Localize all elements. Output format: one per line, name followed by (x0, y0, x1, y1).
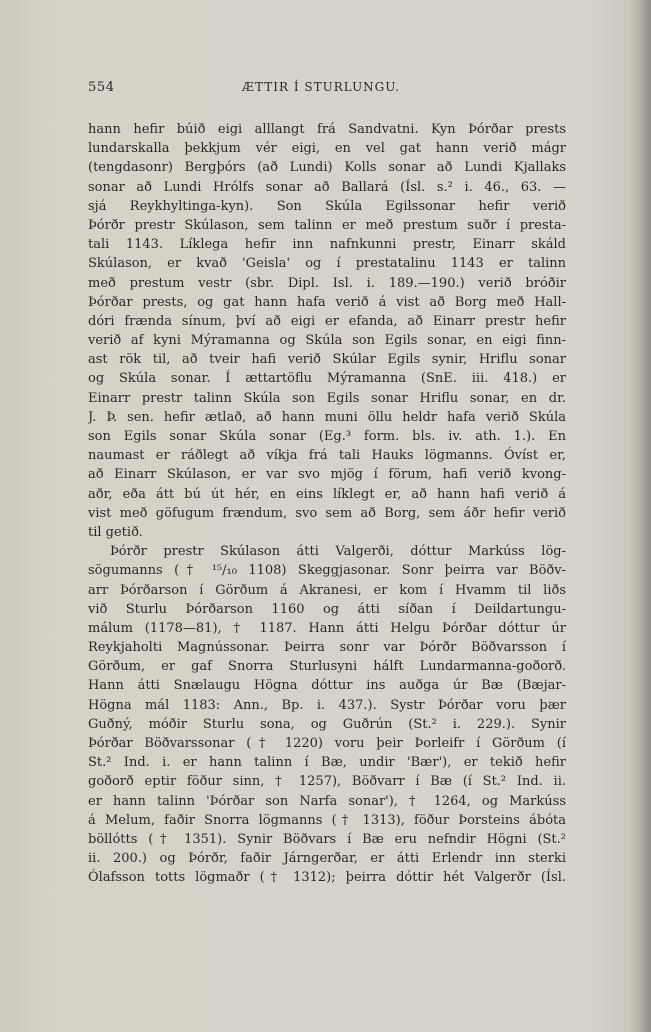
text-line: Guðný, móðir Sturlu sona, og Guðrún (St.² i. 229.). Synir (88, 716, 566, 732)
text-line: á Melum, faðir Snorra lögmanns († 1313), föður Þorsteins ábóta (88, 812, 566, 828)
text-line: Reykjaholti Magnússonar. Þeirra sonr var Þórðr Böðvarsson í (88, 640, 566, 656)
running-head: ÆTTIR Í STURLUNGU. (242, 80, 401, 94)
text-line: Hann átti Snælaugu Högna dóttur ins auðga úr Bæ (Bæjar- (88, 678, 566, 694)
text-line: með prestum vestr (sbr. Dipl. Isl. i. 189.—190.) verið bróðir (88, 275, 566, 291)
text-line: Ólafsson totts lögmaðr († 1312); þeirra dóttir hét Valgerðr (Ísl. (88, 870, 566, 886)
text-line: við Sturlu Þórðarson 1160 og átti síðan í Deildartungu- (88, 601, 566, 617)
text-line: arr Þórðarson í Görðum á Akranesi, er kom í Hvamm til liðs (88, 582, 566, 598)
text-line: Þórðar Böðvarssonar († 1220) voru þeir Þorleifr í Görðum (í (88, 736, 566, 751)
text-line: J. Þ. sen. hefir ætlað, að hann muni öllu heldr hafa verið Skúla (88, 409, 566, 425)
text-line: Einarr prestr talinn Skúla son Egils sonar Hriflu sonar, en dr. (88, 390, 566, 406)
text-line: tali 1143. Líklega hefir inn nafnkunni prestr, Einarr skáld (88, 237, 566, 253)
text-line: naumast er ráðlegt að víkja frá tali Hauks lögmanns. Óvíst er, (88, 448, 566, 464)
page-gutter (627, 0, 651, 1032)
text-line: son Egils sonar Skúla sonar (Eg.³ form. bls. iv. ath. 1.). En (88, 429, 566, 444)
text-line: ii. 200.) og Þórðr, faðir Járngerðar, er átti Erlendr inn sterki (88, 851, 566, 867)
page-number: 554 (88, 80, 115, 95)
text-line: Þórðr prestr Skúlason, sem talinn er með prestum suðr í presta- (88, 217, 566, 233)
text-line: aðr, eða átt bú út hér, en eins líklegt er, að hann hafi verið á (88, 486, 566, 502)
text-line: lundarskalla þekkjum vér eigi, en vel gat hann verið mágr (88, 141, 566, 157)
text-line: sjá Reykhyltinga-kyn). Son Skúla Egilssonar hefir verið (88, 198, 566, 214)
text-line: sögumanns († ¹⁵/₁₀ 1108) Skeggjasonar. Sonr þeirra var Böðv- (88, 563, 566, 579)
text-line: Þórðar prests, og gat hann hafa verið á vist að Borg með Hall- (88, 294, 566, 310)
text-line: Görðum, er gaf Snorra Sturlusyni hálft Lundarmanna-goðorð. (88, 659, 566, 675)
text-line: Högna mál 1183: Ann., Bp. i. 437.). Systr Þórðar voru þær (88, 697, 566, 713)
text-line: vist með göfugum frændum, svo sem að Borg, sem áðr hefir verið (88, 505, 566, 521)
text-line: Skúlason, er kvað 'Geisla' og í prestatalinu 1143 er talinn (88, 256, 566, 272)
text-line: goðorð eptir föður sinn, † 1257), Böðvarr í Bæ (í St.² Ind. ii. (88, 774, 566, 790)
text-line: ast rök til, að tveir hafi verið Skúlar Egils synir, Hriflu sonar (88, 352, 566, 368)
text-line: til getið. (88, 524, 143, 540)
text-line: (tengdasonr) Bergþórs (að Lundi) Kolls sonar að Lundi Kjallaks (88, 160, 566, 176)
body-text (88, 120, 566, 888)
page-header (88, 80, 568, 100)
text-line: verið af kyni Mýramanna og Skúla son Egils sonar, en eigi finn- (88, 333, 566, 349)
text-line: málum (1178—81), † 1187. Hann átti Helgu Þórðar dóttur úr (88, 620, 566, 636)
text-line: að Einarr Skúlason, er var svo mjög í förum, hafi verið kvong- (88, 467, 566, 483)
text-line: dóri frænda sínum, því að eigi er efanda, að Einarr prestr hefir (88, 313, 566, 329)
text-line: Þórðr prestr Skúlason átti Valgerði, dóttur Markúss lög- (110, 544, 566, 560)
text-line: St.² Ind. i. er hann talinn í Bæ, undir 'Bær'), er tekið hefir (88, 755, 566, 771)
text-line: er hann talinn 'Þórðar son Narfa sonar'), † 1264, og Markúss (88, 793, 566, 809)
text-line: sonar að Lundi Hrólfs sonar að Ballará (Ísl. s.² i. 46., 63. — (88, 179, 566, 195)
text-line: hann hefir búið eigi alllangt frá Sandvatni. Kyn Þórðar prests (88, 122, 566, 137)
text-line: og Skúla sonar. Í ættartöflu Mýramanna (SnE. iii. 418.) er (88, 371, 566, 387)
text-line: böllótts († 1351). Synir Böðvars í Bæ eru nefndir Högni (St.² (88, 831, 566, 847)
